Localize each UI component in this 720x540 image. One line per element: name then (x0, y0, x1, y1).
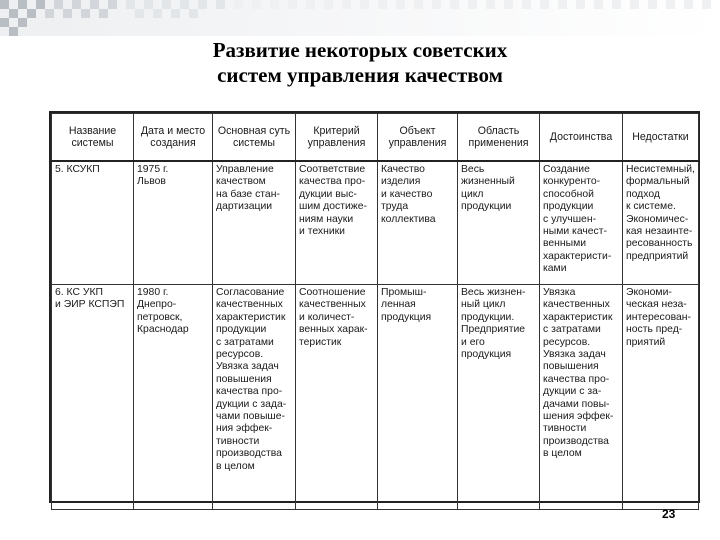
slide-title (150, 38, 570, 88)
table-cell: Соотношение качественных и количест- венных харак- теристик (296, 285, 378, 510)
table-cell: Весь жизнен- ный цикл продукции. Предприятие и его продукция (458, 285, 540, 510)
table-cell: Качество изделия и качество труда коллектива (378, 161, 458, 285)
table-header-row (52, 114, 699, 162)
table-cell: Экономи- ческая неза- интересован- ность пред- приятий (623, 285, 699, 510)
table-cell: 5. КСУКП (52, 161, 134, 285)
quality-systems-table-frame (49, 111, 700, 503)
table-cell: Согласование качественных характеристик продукции с затратами ресурсов. Увязка задач повышения качества про- дукции с зада- чами повыше- ния эффек- тивности производства в целом (213, 285, 296, 510)
header-date-place: Дата и место создания (134, 114, 213, 162)
quality-systems-table (51, 113, 699, 510)
header-object: Объект управления (378, 114, 458, 162)
slide-title-line-2: систем управления качеством (217, 63, 503, 87)
table-cell: 1980 г. Днепро- петровск, Краснодар (134, 285, 213, 510)
header-scope: Область применения (458, 114, 540, 162)
table-row (52, 285, 699, 510)
table-cell: 6. КС УКП и ЭИР КСПЭП (52, 285, 134, 510)
table-cell: Увязка качественных характеристик с затратами ресурсов. Увязка задач повышения качества про- дукции с за- дачами повы- шения эффек- тивности производства в целом (540, 285, 623, 510)
page-number: 23 (662, 507, 676, 521)
table-cell: Несистемный, формальный подход к системе. Экономичес- кая незаинте- ресованность предприятий (623, 161, 699, 285)
table-cell: Промыш- ленная продукция (378, 285, 458, 510)
header-essence: Основная суть системы (213, 114, 296, 162)
table-cell: Создание конкуренто- способной продукции с улучшен- ными качест- венными характеристи- ками (540, 161, 623, 285)
header-advantages: Достоинства (540, 114, 623, 162)
slide-title-line-1: Развитие некоторых советских (212, 38, 508, 62)
table-cell: 1975 г. Львов (134, 161, 213, 285)
header-system-name: Название системы (52, 114, 134, 162)
table-cell: Управление качеством на базе стан- дартизации (213, 161, 296, 285)
decorative-checker-strip (0, 0, 720, 38)
header-disadvantages: Недостатки (623, 114, 699, 162)
table-row (52, 161, 699, 285)
header-criterion: Критерий управления (296, 114, 378, 162)
table-cell: Весь жизненный цикл продукции (458, 161, 540, 285)
table-cell: Соответствие качества про- дукции выс- шим достиже- ниям науки и техники (296, 161, 378, 285)
